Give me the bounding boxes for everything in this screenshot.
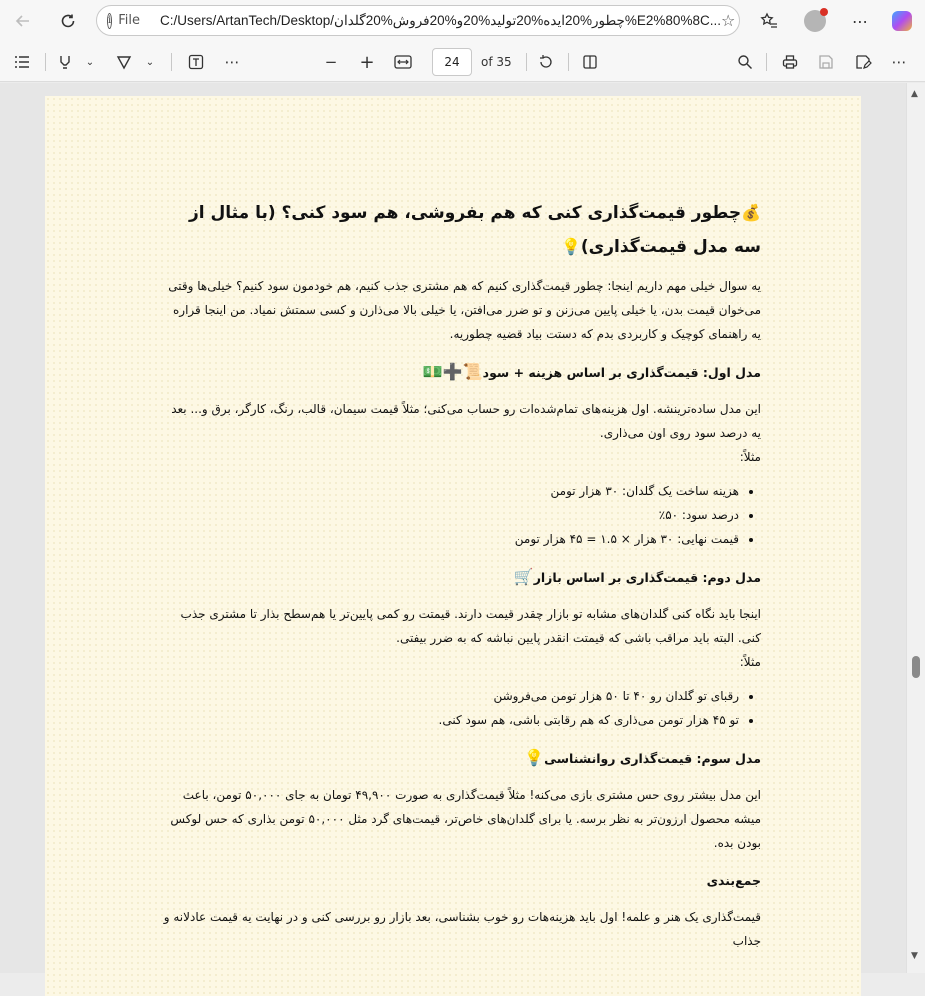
model3-heading-text: مدل سوم: قیمت‌گذاری روانشناسی: [544, 751, 761, 766]
model1-heading: [160, 360, 761, 385]
model2-list: [160, 684, 761, 732]
more-tools-icon[interactable]: ⋯: [224, 53, 240, 71]
page-view-icon[interactable]: [576, 46, 604, 78]
fit-width-icon[interactable]: [389, 46, 417, 78]
page-number-input[interactable]: 24: [432, 48, 472, 76]
model1-list: [160, 479, 761, 551]
shopping-cart-icon: 🛒: [513, 567, 534, 586]
model3-heading: [160, 746, 761, 771]
chevron-down-icon[interactable]: ⌄: [145, 56, 155, 68]
model1-heading-text: مدل اول: قیمت‌گذاری بر اساس هزینه + سود: [482, 365, 761, 380]
toolbar-divider: [568, 53, 569, 71]
rotate-icon[interactable]: [532, 46, 560, 78]
text-box-icon[interactable]: [182, 46, 210, 78]
lightbulb-icon: 💡: [524, 748, 545, 767]
vertical-scrollbar[interactable]: [906, 83, 925, 973]
copilot-icon: [892, 11, 912, 31]
title-text: چطور قیمت‌گذاری کنی که هم بفروشی، هم سود کنی؟ (با مثال از سه مدل قیمت‌گذاری): [189, 203, 761, 257]
toolbar-divider: [766, 53, 767, 71]
address-bar[interactable]: [96, 5, 740, 36]
pdf-viewer[interactable]: [0, 83, 906, 973]
pdf-toolbar: [0, 42, 925, 82]
info-icon[interactable]: i: [107, 13, 112, 29]
pdf-page: [45, 96, 861, 996]
print-icon[interactable]: [776, 46, 804, 78]
model2-paragraph: [160, 602, 761, 674]
model3-paragraph: این مدل بیشتر روی حس مشتری بازی می‌کنه! مثلاً قیمت‌گذاری به صورت ۴۹,۹۰۰ تومان به جای ۵۰,۰۰۰ تومن، باعث میشه محصول ارزون‌تر به نظر برسه. یا برای گلدان‌های خاص‌تر، قیمت‌های گرد مثل ۵۰,۰۰۰ تومن بذاری که حس لوکس بودن بده.: [170, 788, 761, 850]
list-item: • قیمت نهایی: ۳۰ هزار × ۱.۵ = ۴۵ هزار تومن: [160, 527, 739, 551]
toolbar-divider: [171, 53, 172, 71]
url-text[interactable]: C:/Users/ArtanTech/Desktop/چطور%20ایده%20تولید%20و%20فروش%20گلدان%E2%80%8C...: [159, 12, 721, 28]
model2-text: اینجا باید نگاه کنی گلدان‌های مشابه تو بازار چقدر قیمت دارند. قیمتت رو کمی پایین‌تر یا هم‌سطح بذار تا مشتری جذب کنی. البته باید مراقب باشی که قیمتت انقدر پایین نباشه که به ضرر بیفتی.: [180, 607, 761, 645]
highlight-icon[interactable]: [53, 46, 77, 78]
refresh-icon[interactable]: [52, 5, 84, 37]
page-content: [160, 196, 761, 967]
favorites-icon[interactable]: [753, 5, 785, 37]
browser-top-bar: [0, 0, 925, 42]
scroll-down-arrow-icon[interactable]: ▼: [911, 951, 918, 961]
more-options-icon[interactable]: ⋯: [891, 53, 907, 71]
toolbar-divider: [45, 53, 46, 71]
chevron-down-icon[interactable]: ⌄: [85, 56, 95, 68]
save-icon[interactable]: [812, 46, 840, 78]
model2-example-label: مثلاً:: [739, 655, 761, 669]
profile-button[interactable]: [799, 5, 831, 37]
avatar: [804, 10, 826, 32]
back-arrow-icon[interactable]: [7, 5, 39, 37]
model1-example-label: مثلاً:: [739, 450, 761, 464]
scroll-plus-money-icon: 📜➕💵: [422, 362, 483, 381]
model1-paragraph: [160, 397, 761, 469]
more-icon[interactable]: ⋯: [852, 11, 868, 31]
money-bag-icon: 💰: [741, 203, 761, 222]
page-total: of 35: [481, 55, 512, 69]
summary-paragraph: قیمت‌گذاری یک هنر و علمه! اول باید هزینه‌هات رو خوب بشناسی، بعد بازار رو بررسی کنی و در نهایت یه قیمت عادلانه و جذاب: [163, 910, 761, 948]
file-label: File: [118, 13, 140, 28]
summary-heading: جمع‌بندی: [706, 873, 761, 888]
draw-icon[interactable]: [112, 46, 136, 78]
toolbar-divider: [526, 53, 527, 71]
contents-icon[interactable]: [8, 46, 36, 78]
model1-text: این مدل ساده‌ترینشه. اول هزینه‌های تمام‌شده‌ات رو حساب می‌کنی؛ مثلاً قیمت سیمان، قالب، رنگ، کارگر، برق و... بعد یه درصد سود روی اون می‌ذاری.: [171, 402, 761, 440]
page-title: [160, 196, 761, 264]
search-icon[interactable]: [731, 46, 759, 78]
intro-paragraph: یه سوال خیلی مهم داریم اینجا: چطور قیمت‌گذاری کنیم که هم مشتری جذب کنیم، هم خودمون سود کنیم؟ خیلی‌ها وقتی می‌خوان قیمت بدن، یا خیلی پایین می‌زنن و تو ضرر می‌افتن، یا خیلی بالا می‌ذارن و کسی سمتش نمیاد. من اینجا قراره یه راهنمای کوچیک و کاربردی بدم که دستت بیاد قضیه چطوریه.: [168, 279, 761, 341]
zoom-out-button[interactable]: −: [324, 53, 338, 71]
scroll-up-arrow-icon[interactable]: ▲: [911, 89, 918, 99]
list-item: • درصد سود: ۵۰٪: [160, 503, 739, 527]
list-item: • رقبای تو گلدان رو ۴۰ تا ۵۰ هزار تومن می‌فروشن: [160, 684, 739, 708]
lightbulb-icon: 💡: [560, 237, 581, 256]
zoom-in-button[interactable]: +: [359, 51, 375, 73]
model2-heading-text: مدل دوم: قیمت‌گذاری بر اساس بازار: [533, 570, 761, 585]
copilot-button[interactable]: [886, 5, 918, 37]
scrollbar-thumb[interactable]: [912, 656, 920, 678]
model2-heading: [160, 565, 761, 590]
save-as-icon[interactable]: [849, 46, 877, 78]
star-icon[interactable]: ☆: [720, 11, 736, 30]
list-item: • هزینه ساخت یک گلدان: ۳۰ هزار تومن: [160, 479, 739, 503]
list-item: • تو ۴۵ هزار تومن می‌ذاری که هم رقابتی باشی، هم سود کنی.: [160, 708, 739, 732]
